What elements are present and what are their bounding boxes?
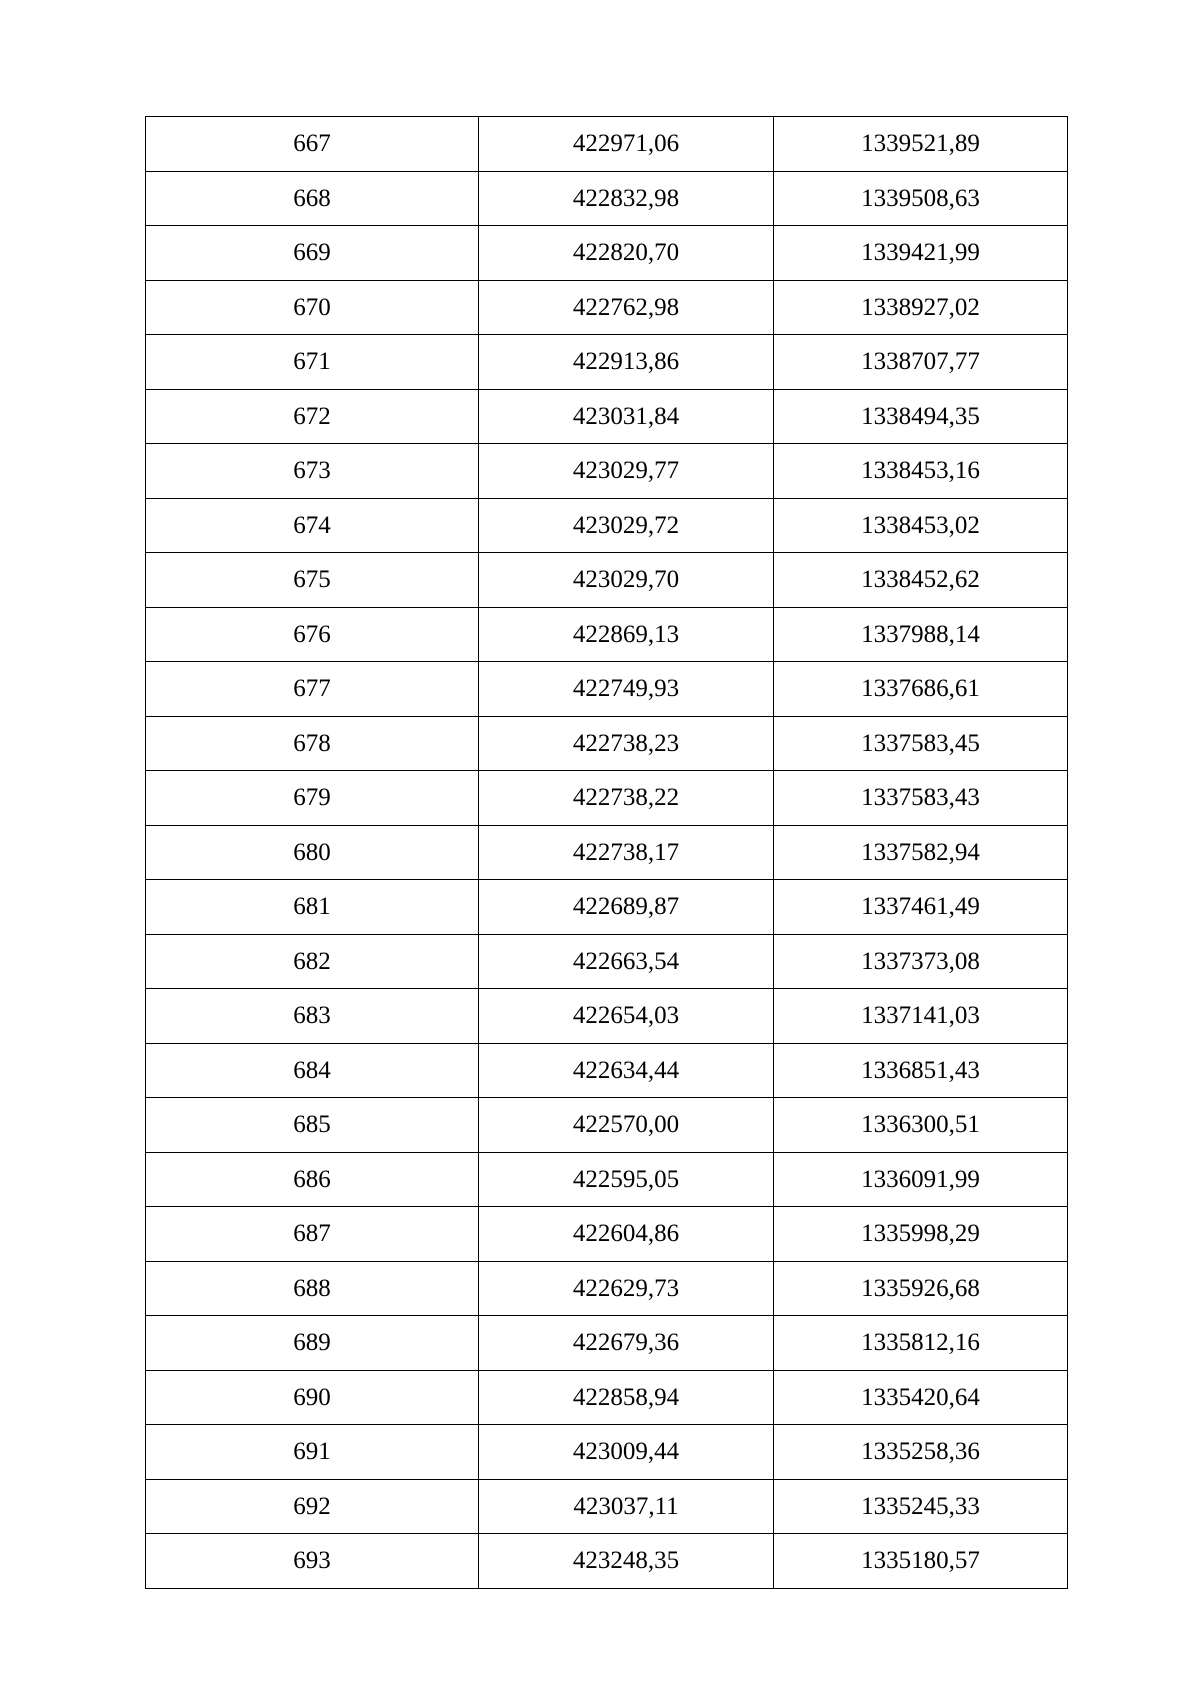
- cell-y-coordinate: 1335420,64: [774, 1370, 1068, 1425]
- cell-x-coordinate: 423037,11: [479, 1479, 774, 1534]
- cell-y-coordinate: 1337582,94: [774, 825, 1068, 880]
- cell-y-coordinate: 1335998,29: [774, 1207, 1068, 1262]
- table-row: [146, 280, 1068, 335]
- cell-point-number: 693: [146, 1534, 479, 1589]
- cell-y-coordinate: 1337141,03: [774, 989, 1068, 1044]
- cell-y-coordinate: 1335180,57: [774, 1534, 1068, 1589]
- coordinates-table-body: [146, 117, 1068, 1589]
- cell-y-coordinate: 1338452,62: [774, 553, 1068, 608]
- cell-x-coordinate: 422654,03: [479, 989, 774, 1044]
- cell-point-number: 687: [146, 1207, 479, 1262]
- cell-x-coordinate: 422629,73: [479, 1261, 774, 1316]
- cell-y-coordinate: 1339521,89: [774, 117, 1068, 172]
- cell-point-number: 681: [146, 880, 479, 935]
- table-row: [146, 1043, 1068, 1098]
- table-row: [146, 1152, 1068, 1207]
- cell-point-number: 691: [146, 1425, 479, 1480]
- cell-x-coordinate: 423248,35: [479, 1534, 774, 1589]
- table-row: [146, 934, 1068, 989]
- cell-point-number: 676: [146, 607, 479, 662]
- table-row: [146, 989, 1068, 1044]
- cell-x-coordinate: 422738,23: [479, 716, 774, 771]
- cell-x-coordinate: 422663,54: [479, 934, 774, 989]
- cell-point-number: 679: [146, 771, 479, 826]
- cell-x-coordinate: 423009,44: [479, 1425, 774, 1480]
- table-row: [146, 117, 1068, 172]
- cell-y-coordinate: 1336091,99: [774, 1152, 1068, 1207]
- cell-x-coordinate: 422738,22: [479, 771, 774, 826]
- cell-x-coordinate: 422689,87: [479, 880, 774, 935]
- cell-point-number: 678: [146, 716, 479, 771]
- cell-y-coordinate: 1338494,35: [774, 389, 1068, 444]
- cell-point-number: 677: [146, 662, 479, 717]
- table-row: [146, 880, 1068, 935]
- cell-y-coordinate: 1337988,14: [774, 607, 1068, 662]
- cell-point-number: 673: [146, 444, 479, 499]
- table-row: [146, 226, 1068, 281]
- table-row: [146, 444, 1068, 499]
- cell-y-coordinate: 1335258,36: [774, 1425, 1068, 1480]
- table-row: [146, 1207, 1068, 1262]
- cell-y-coordinate: 1338453,02: [774, 498, 1068, 553]
- cell-y-coordinate: 1339508,63: [774, 171, 1068, 226]
- cell-x-coordinate: 422679,36: [479, 1316, 774, 1371]
- cell-point-number: 683: [146, 989, 479, 1044]
- cell-x-coordinate: 422869,13: [479, 607, 774, 662]
- cell-x-coordinate: 422595,05: [479, 1152, 774, 1207]
- cell-point-number: 669: [146, 226, 479, 281]
- cell-point-number: 667: [146, 117, 479, 172]
- cell-point-number: 686: [146, 1152, 479, 1207]
- cell-y-coordinate: 1335812,16: [774, 1316, 1068, 1371]
- cell-point-number: 682: [146, 934, 479, 989]
- cell-point-number: 670: [146, 280, 479, 335]
- cell-y-coordinate: 1337686,61: [774, 662, 1068, 717]
- table-row: [146, 607, 1068, 662]
- cell-point-number: 672: [146, 389, 479, 444]
- table-row: [146, 498, 1068, 553]
- coordinates-table: [145, 116, 1068, 1589]
- cell-x-coordinate: 422749,93: [479, 662, 774, 717]
- cell-y-coordinate: 1337583,45: [774, 716, 1068, 771]
- cell-x-coordinate: 422570,00: [479, 1098, 774, 1153]
- cell-y-coordinate: 1339421,99: [774, 226, 1068, 281]
- cell-point-number: 685: [146, 1098, 479, 1153]
- cell-x-coordinate: 422634,44: [479, 1043, 774, 1098]
- cell-x-coordinate: 422738,17: [479, 825, 774, 880]
- cell-point-number: 689: [146, 1316, 479, 1371]
- cell-y-coordinate: 1337461,49: [774, 880, 1068, 935]
- table-row: [146, 553, 1068, 608]
- cell-point-number: 674: [146, 498, 479, 553]
- cell-x-coordinate: 422604,86: [479, 1207, 774, 1262]
- table-row: [146, 1370, 1068, 1425]
- cell-x-coordinate: 422832,98: [479, 171, 774, 226]
- table-row: [146, 825, 1068, 880]
- cell-point-number: 675: [146, 553, 479, 608]
- cell-x-coordinate: 422858,94: [479, 1370, 774, 1425]
- cell-point-number: 668: [146, 171, 479, 226]
- cell-y-coordinate: 1337583,43: [774, 771, 1068, 826]
- cell-y-coordinate: 1336300,51: [774, 1098, 1068, 1153]
- cell-x-coordinate: 423029,72: [479, 498, 774, 553]
- cell-point-number: 680: [146, 825, 479, 880]
- cell-x-coordinate: 422820,70: [479, 226, 774, 281]
- cell-y-coordinate: 1335245,33: [774, 1479, 1068, 1534]
- table-row: [146, 771, 1068, 826]
- table-row: [146, 1098, 1068, 1153]
- table-row: [146, 1534, 1068, 1589]
- cell-y-coordinate: 1338707,77: [774, 335, 1068, 390]
- cell-x-coordinate: 422913,86: [479, 335, 774, 390]
- cell-point-number: 684: [146, 1043, 479, 1098]
- cell-x-coordinate: 423029,77: [479, 444, 774, 499]
- cell-point-number: 690: [146, 1370, 479, 1425]
- cell-x-coordinate: 422762,98: [479, 280, 774, 335]
- table-row: [146, 716, 1068, 771]
- cell-point-number: 692: [146, 1479, 479, 1534]
- cell-y-coordinate: 1337373,08: [774, 934, 1068, 989]
- cell-point-number: 671: [146, 335, 479, 390]
- table-row: [146, 1316, 1068, 1371]
- cell-y-coordinate: 1335926,68: [774, 1261, 1068, 1316]
- table-row: [146, 389, 1068, 444]
- table-row: [146, 171, 1068, 226]
- table-row: [146, 1425, 1068, 1480]
- cell-point-number: 688: [146, 1261, 479, 1316]
- table-row: [146, 1479, 1068, 1534]
- cell-x-coordinate: 423029,70: [479, 553, 774, 608]
- table-row: [146, 335, 1068, 390]
- cell-y-coordinate: 1338453,16: [774, 444, 1068, 499]
- table-row: [146, 1261, 1068, 1316]
- table-row: [146, 662, 1068, 717]
- cell-y-coordinate: 1338927,02: [774, 280, 1068, 335]
- cell-y-coordinate: 1336851,43: [774, 1043, 1068, 1098]
- cell-x-coordinate: 422971,06: [479, 117, 774, 172]
- cell-x-coordinate: 423031,84: [479, 389, 774, 444]
